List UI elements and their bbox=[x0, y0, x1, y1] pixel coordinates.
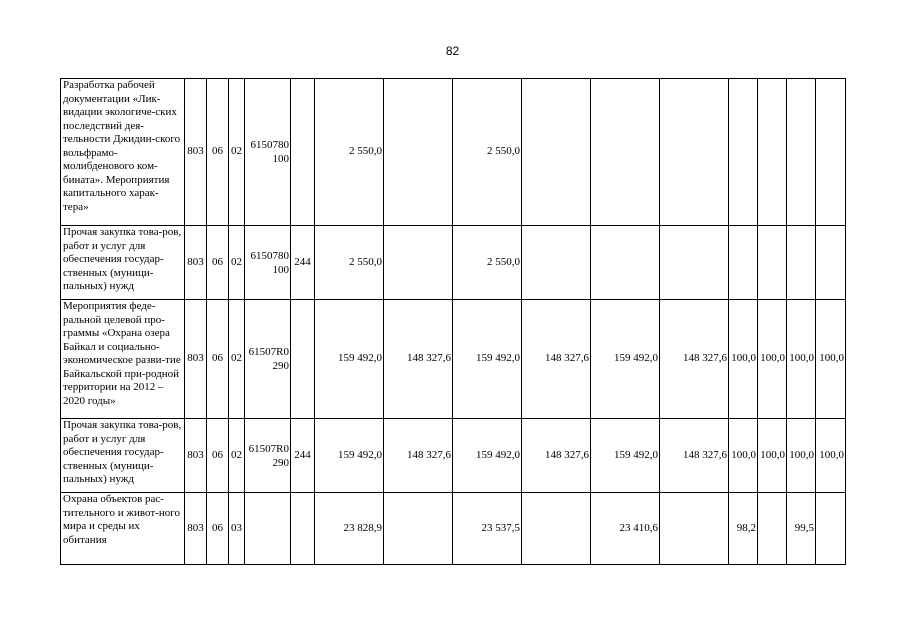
value-3: 2 550,0 bbox=[453, 226, 522, 300]
section-code: 06 bbox=[207, 493, 229, 565]
target-article bbox=[245, 419, 291, 493]
subsection-code: 02 bbox=[229, 79, 245, 226]
value-2 bbox=[384, 226, 453, 300]
ministry-code: 803 bbox=[185, 300, 207, 419]
target-article bbox=[245, 79, 291, 226]
value-4 bbox=[522, 226, 591, 300]
value-1: 2 550,0 bbox=[315, 226, 384, 300]
value-6: 148 327,6 bbox=[660, 419, 729, 493]
expense-kind bbox=[291, 79, 315, 226]
section-code: 06 bbox=[207, 419, 229, 493]
table-row bbox=[61, 419, 846, 493]
row-name: Разработка рабочей документации «Лик-видации экологиче-ских последствий дея-тельности Джидин-ского вольфрамо-молибденового ком-бината». Мероприятия капитального харак-тера» bbox=[61, 79, 185, 226]
value-2: 148 327,6 bbox=[384, 300, 453, 419]
row-name: Мероприятия феде-ральной целевой про-граммы «Охрана озера Байкал и социально-экономическое разви-тие Байкальской при-родной территории на 2012 – 2020 годы» bbox=[61, 300, 185, 419]
value-2 bbox=[384, 493, 453, 565]
expense-kind bbox=[291, 300, 315, 419]
target-article-part1: 6150780 bbox=[250, 139, 289, 151]
value-1: 159 492,0 bbox=[315, 419, 384, 493]
subsection-code: 02 bbox=[229, 419, 245, 493]
percent-1: 100,0 bbox=[729, 300, 758, 419]
row-name: Прочая закупка това-ров, работ и услуг для обеспечения государ-ственных (муници-пальных) нужд bbox=[61, 226, 185, 300]
value-4 bbox=[522, 493, 591, 565]
value-4 bbox=[522, 79, 591, 226]
target-article-part2: 100 bbox=[272, 153, 289, 165]
value-3: 159 492,0 bbox=[453, 300, 522, 419]
percent-1 bbox=[729, 226, 758, 300]
table-row bbox=[61, 79, 846, 226]
percent-2: 100,0 bbox=[758, 419, 787, 493]
percent-1: 100,0 bbox=[729, 419, 758, 493]
value-5: 159 492,0 bbox=[591, 419, 660, 493]
target-article bbox=[245, 226, 291, 300]
target-article-part1: 6150780 bbox=[250, 249, 289, 262]
target-article bbox=[245, 300, 291, 419]
value-3: 23 537,5 bbox=[453, 493, 522, 565]
row-name: Прочая закупка това-ров, работ и услуг для обеспечения государ-ственных (муници-пальных) нужд bbox=[61, 419, 185, 493]
value-4: 148 327,6 bbox=[522, 419, 591, 493]
percent-3 bbox=[787, 79, 816, 226]
value-4: 148 327,6 bbox=[522, 300, 591, 419]
percent-4: 100,0 bbox=[816, 419, 846, 493]
percent-4 bbox=[816, 79, 846, 226]
expense-kind: 244 bbox=[291, 419, 315, 493]
ministry-code: 803 bbox=[185, 419, 207, 493]
value-5 bbox=[591, 226, 660, 300]
percent-3: 100,0 bbox=[787, 300, 816, 419]
ministry-code: 803 bbox=[185, 493, 207, 565]
percent-1 bbox=[729, 79, 758, 226]
value-5 bbox=[591, 79, 660, 226]
value-2 bbox=[384, 79, 453, 226]
section-code: 06 bbox=[207, 300, 229, 419]
page-number: 82 bbox=[445, 44, 460, 58]
percent-1: 98,2 bbox=[729, 493, 758, 565]
value-6 bbox=[660, 226, 729, 300]
percent-4: 100,0 bbox=[816, 300, 846, 419]
percent-2 bbox=[758, 226, 787, 300]
percent-3: 99,5 bbox=[787, 493, 816, 565]
table-row bbox=[61, 300, 846, 419]
table-row bbox=[61, 226, 846, 300]
percent-2 bbox=[758, 79, 787, 226]
expense-kind: 244 bbox=[291, 226, 315, 300]
percent-3 bbox=[787, 226, 816, 300]
value-5: 159 492,0 bbox=[591, 300, 660, 419]
target-article bbox=[245, 493, 291, 565]
section-code: 06 bbox=[207, 79, 229, 226]
target-article-part2: 290 bbox=[272, 360, 289, 372]
subsection-code: 02 bbox=[229, 300, 245, 419]
value-3: 159 492,0 bbox=[453, 419, 522, 493]
value-6 bbox=[660, 79, 729, 226]
row-name: Охрана объектов рас-тительного и живот-ного мира и среды их обитания bbox=[61, 493, 185, 565]
subsection-code: 03 bbox=[229, 493, 245, 565]
value-5: 23 410,6 bbox=[591, 493, 660, 565]
percent-3: 100,0 bbox=[787, 419, 816, 493]
section-code: 06 bbox=[207, 226, 229, 300]
value-1: 2 550,0 bbox=[315, 79, 384, 226]
value-1: 23 828,9 bbox=[315, 493, 384, 565]
subsection-code: 02 bbox=[229, 226, 245, 300]
value-1: 159 492,0 bbox=[315, 300, 384, 419]
value-2: 148 327,6 bbox=[384, 419, 453, 493]
percent-4 bbox=[816, 493, 846, 565]
expense-kind bbox=[291, 493, 315, 565]
percent-2: 100,0 bbox=[758, 300, 787, 419]
value-6 bbox=[660, 493, 729, 565]
value-3: 2 550,0 bbox=[453, 79, 522, 226]
target-article-part2: 100 bbox=[272, 263, 289, 276]
ministry-code: 803 bbox=[185, 226, 207, 300]
table-row bbox=[61, 493, 846, 565]
target-article-part1: 61507R0 bbox=[248, 346, 289, 358]
percent-4 bbox=[816, 226, 846, 300]
budget-table bbox=[60, 78, 846, 565]
ministry-code: 803 bbox=[185, 79, 207, 226]
target-article-part1: 61507R0 bbox=[248, 442, 289, 455]
target-article-part2: 290 bbox=[272, 456, 289, 469]
percent-2 bbox=[758, 493, 787, 565]
value-6: 148 327,6 bbox=[660, 300, 729, 419]
